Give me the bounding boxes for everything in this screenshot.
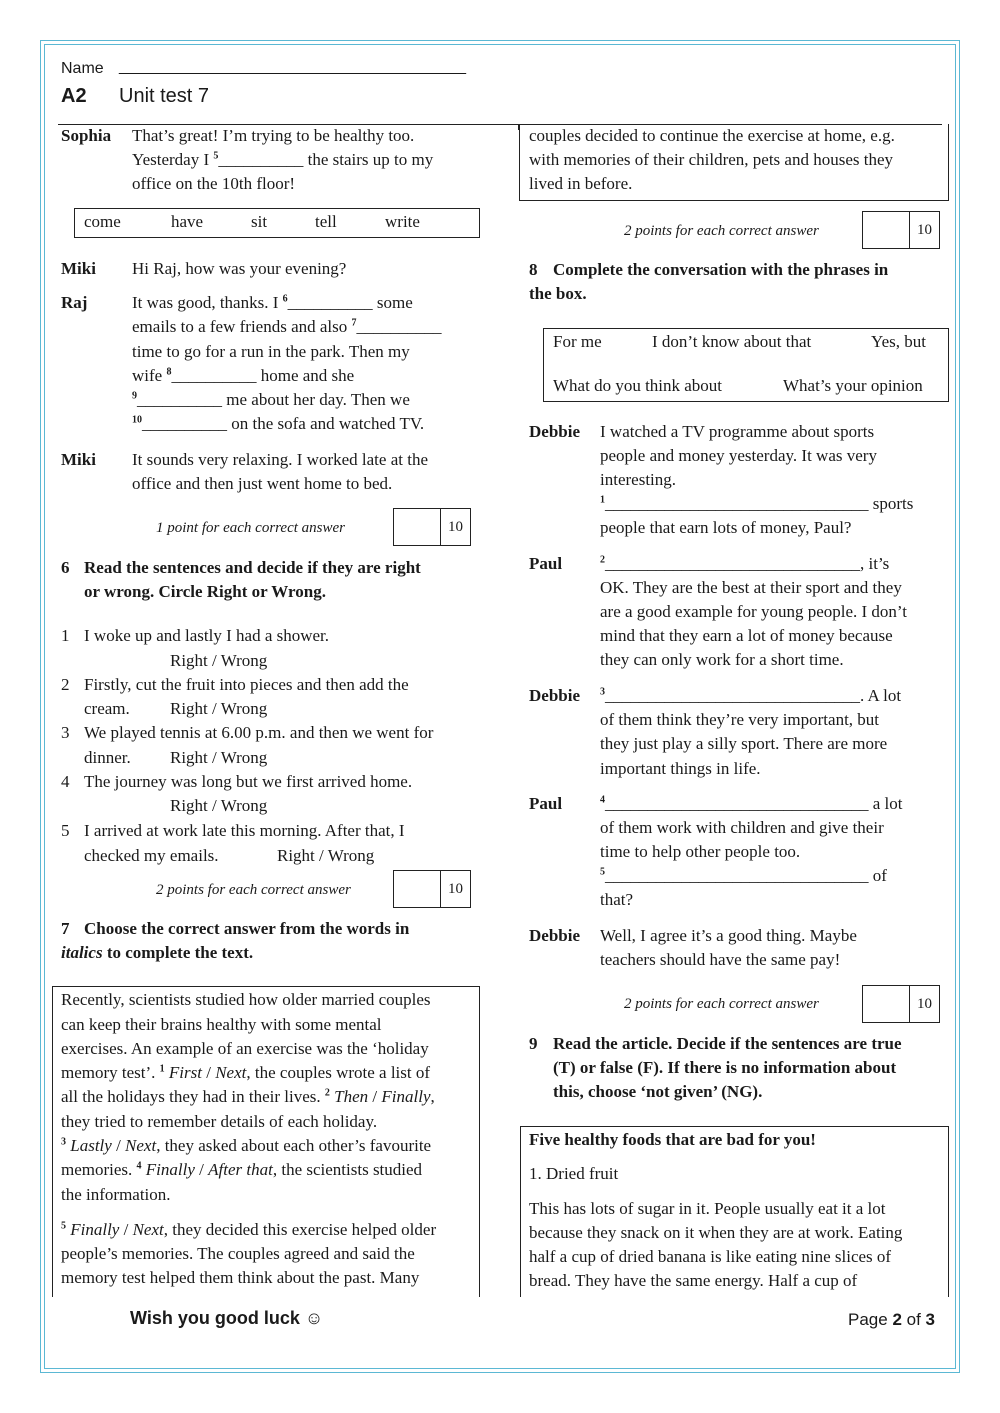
miki-line: office and then just went home to bed.: [132, 474, 393, 493]
debbie-line: interesting.: [600, 470, 677, 489]
question-6-number: 6: [61, 558, 70, 577]
right-wrong-choice[interactable]: Right / Wrong: [170, 699, 268, 718]
blank-5[interactable]: _______________________________ of: [605, 866, 887, 885]
paul-line: are a good example for young people. I don’t: [600, 602, 908, 621]
item-text: Firstly, cut the fruit into pieces and then add the: [84, 675, 409, 694]
article-line: because they snack on it when they are at work. Eating: [529, 1223, 903, 1242]
choice-option[interactable]: Lastly: [70, 1136, 112, 1155]
question-8-heading: the box.: [529, 284, 587, 303]
word-box-item: tell: [315, 212, 337, 231]
item-text: cream.: [84, 699, 130, 718]
raj-line: It was good, thanks. I $^6$__________ some: [132, 293, 413, 312]
debbie-line: important things in life.: [600, 759, 761, 778]
q7-text-line: the information.: [61, 1185, 171, 1204]
score-total: 10: [917, 996, 932, 1012]
question-8-number: 8: [529, 260, 538, 279]
item-text: dinner.: [84, 748, 131, 767]
debbie-line: people and money yesterday. It was very: [600, 446, 877, 465]
q7-text-line: all the holidays they had in their lives. $^2$ Then / Finally,: [61, 1087, 435, 1106]
choice-option[interactable]: After that: [208, 1160, 273, 1179]
q7-text-line: with memories of their children, pets and houses they: [529, 150, 893, 169]
blank-10[interactable]: __________ on the sofa and watched TV.: [142, 414, 425, 433]
q7-text-line: lived in before.: [529, 174, 633, 193]
question-7-heading: Choose the correct answer from the words in: [84, 919, 410, 938]
raj-line: $^9$__________ me about her day. Then we: [132, 390, 410, 409]
paul-line: $^4$_______________________________ a lot: [600, 794, 903, 813]
phrase-item: Yes, but: [871, 332, 926, 351]
item-number: 3: [61, 723, 70, 742]
q7-text-line: couples decided to continue the exercise at home, e.g.: [529, 126, 895, 145]
debbie-line: of them think they’re very important, but: [600, 710, 880, 729]
debbie-line: $^3$______________________________. A lot: [600, 686, 902, 705]
page-number: Page 2 of 3: [848, 1310, 935, 1329]
right-wrong-choice[interactable]: Right / Wrong: [170, 796, 268, 815]
item-text: The journey was long but we first arrived home.: [84, 772, 413, 791]
points-note: 2 points for each correct answer: [624, 996, 819, 1012]
footer-wish: Wish you good luck ☺: [130, 1308, 324, 1328]
phrase-box: [543, 328, 949, 402]
question-7-number: 7: [61, 919, 70, 938]
item-number: 1: [61, 626, 70, 645]
miki-line: It sounds very relaxing. I worked late at the: [132, 450, 428, 469]
debbie-line: Well, I agree it’s a good thing. Maybe: [600, 926, 857, 945]
blank-8[interactable]: __________ home and she: [171, 366, 355, 385]
blank-7[interactable]: __________: [356, 317, 442, 336]
score-total: 10: [917, 222, 932, 238]
article-line: This has lots of sugar in it. People usually eat it a lot: [529, 1199, 886, 1218]
item-text: I arrived at work late this morning. After that, I: [84, 821, 405, 840]
paul-line: time to help other people too.: [600, 842, 801, 861]
right-wrong-choice[interactable]: Right / Wrong: [277, 846, 375, 865]
choice-option[interactable]: Finally: [70, 1220, 120, 1239]
points-note: 2 points for each correct answer: [156, 882, 351, 898]
raj-line: wife $^8$__________ home and she: [132, 366, 355, 385]
item-number: 2: [61, 675, 70, 694]
raj-line: emails to a few friends and also $^7$__________: [132, 317, 442, 336]
score-box[interactable]: [862, 211, 940, 249]
paul-line: of them work with children and give their: [600, 818, 884, 837]
question-9-number: 9: [529, 1034, 538, 1053]
sophia-line: Yesterday I $^5$__________ the stairs up to my: [132, 150, 434, 169]
raj-line: time to go for a run in the park. Then my: [132, 342, 410, 361]
word-box-item: have: [171, 212, 204, 231]
word-box: [74, 208, 480, 238]
question-7-heading: italics to complete the text.: [61, 943, 254, 962]
unit-title: Unit test 7: [119, 85, 210, 107]
paul-line: $^5$_______________________________ of: [600, 866, 887, 885]
blank-5[interactable]: __________ the stairs up to my: [218, 150, 434, 169]
debbie-line: teachers should have the same pay!: [600, 950, 841, 969]
speaker-paul: Paul: [529, 554, 563, 573]
question-9-heading: Read the article. Decide if the sentences are true: [553, 1034, 902, 1053]
name-line[interactable]: _______________________________________: [119, 58, 467, 75]
blank-3[interactable]: ______________________________. A lot: [605, 686, 902, 705]
q7-text-line: can keep their brains healthy with some mental: [61, 1015, 382, 1034]
word-box-item: write: [385, 212, 420, 231]
speaker-sophia: Sophia: [61, 126, 112, 145]
blank-1[interactable]: _______________________________ sports: [605, 494, 914, 513]
item-text: checked my emails.: [84, 846, 219, 865]
blank-2[interactable]: ______________________________, it’s: [605, 554, 890, 573]
choice-option[interactable]: Then: [334, 1087, 369, 1106]
speaker-debbie: Debbie: [529, 686, 580, 705]
paul-line: $^2$______________________________, it’s: [600, 554, 890, 573]
right-wrong-choice[interactable]: Right / Wrong: [170, 748, 268, 767]
speaker-debbie: Debbie: [529, 926, 580, 945]
q7-text-line: memory test helped them think about the past. Many: [61, 1268, 420, 1287]
sophia-line: office on the 10th floor!: [132, 174, 296, 193]
right-wrong-choice[interactable]: Right / Wrong: [170, 651, 268, 670]
question-6-heading: Read the sentences and decide if they are right: [84, 558, 421, 577]
blank-9[interactable]: __________ me about her day. Then we: [137, 390, 410, 409]
score-total: 10: [448, 881, 463, 897]
article-line: bread. They have the same energy. Half a cup of: [529, 1271, 858, 1290]
q7-text-line: exercises. An example of an exercise was the ‘holiday: [61, 1039, 429, 1058]
q7-text-line: memories. $^4$ Finally / After that, the scientists studied: [61, 1160, 423, 1179]
question-9-heading: this, choose ‘not given’ (NG).: [553, 1082, 763, 1101]
points-note: 1 point for each correct answer: [156, 520, 346, 536]
paul-line: OK. They are the best at their sport and they: [600, 578, 902, 597]
paul-line: they can only work for a short time.: [600, 650, 844, 669]
q7-text-line: Recently, scientists studied how older married couples: [61, 990, 431, 1009]
blank-4[interactable]: _______________________________ a lot: [605, 794, 903, 813]
article-subtitle: 1. Dried fruit: [529, 1164, 619, 1183]
score-box[interactable]: [393, 508, 471, 546]
sophia-line: That’s great! I’m trying to be healthy too.: [132, 126, 415, 145]
debbie-line: they just play a silly sport. There are more: [600, 734, 888, 753]
choice-option[interactable]: Finally: [145, 1160, 195, 1179]
question-6-heading: or wrong. Circle Right or Wrong.: [84, 582, 326, 601]
debbie-line: people that earn lots of money, Paul?: [600, 518, 852, 537]
paul-line: mind that they earn a lot of money because: [600, 626, 893, 645]
speaker-miki: Miki: [61, 450, 96, 469]
question-9-heading: (T) or false (F). If there is no information about: [553, 1058, 897, 1077]
q7-text-line: memory test’. $^1$ First / Next, the couples wrote a list of: [61, 1063, 431, 1082]
choice-option[interactable]: Next: [125, 1136, 157, 1155]
item-number: 4: [61, 772, 70, 791]
word-box-item: sit: [251, 212, 268, 231]
choice-option[interactable]: First: [168, 1063, 202, 1082]
points-note: 2 points for each correct answer: [624, 223, 819, 239]
speaker-raj: Raj: [61, 293, 88, 312]
q7-text-line: they tried to remember details of each holiday.: [61, 1112, 378, 1131]
question-8-heading: Complete the conversation with the phrases in: [553, 260, 889, 279]
item-number: 5: [61, 821, 70, 840]
q7-text-line: $^5$ Finally / Next, they decided this exercise helped older: [61, 1220, 437, 1239]
name-label: Name: [61, 60, 104, 77]
debbie-line: I watched a TV programme about sports: [600, 422, 875, 441]
article-line: half a cup of dried banana is like eating nine slices of: [529, 1247, 892, 1266]
speaker-paul: Paul: [529, 794, 563, 813]
speaker-debbie: Debbie: [529, 422, 580, 441]
paul-line: that?: [600, 890, 634, 909]
score-box[interactable]: [393, 870, 471, 908]
choice-option[interactable]: Next: [132, 1220, 164, 1239]
item-text: We played tennis at 6.00 p.m. and then we went for: [84, 723, 434, 742]
item-text: I woke up and lastly I had a shower.: [84, 626, 330, 645]
choice-option[interactable]: Finally: [381, 1087, 431, 1106]
raj-line: $^{10}$__________ on the sofa and watched TV.: [132, 414, 425, 433]
q7-text-line: $^3$ Lastly / Next, they asked about each other’s favourite: [61, 1136, 432, 1155]
level-label: A2: [61, 85, 87, 107]
phrase-item: I don’t know about that: [652, 332, 812, 351]
article-title: Five healthy foods that are bad for you!: [529, 1130, 816, 1149]
debbie-line: $^1$_______________________________ sports: [600, 494, 914, 513]
phrase-item: What do you think about: [553, 376, 723, 395]
blank-6[interactable]: __________ some: [287, 293, 413, 312]
q7-text-line: people’s memories. The couples agreed and said the: [61, 1244, 415, 1263]
word-box-item: come: [84, 212, 121, 231]
score-box[interactable]: [862, 985, 940, 1023]
phrase-item: What’s your opinion: [783, 376, 923, 395]
speaker-miki: Miki: [61, 259, 96, 278]
score-total: 10: [448, 519, 463, 535]
phrase-item: For me: [553, 332, 602, 351]
choice-option[interactable]: Next: [215, 1063, 247, 1082]
miki-line: Hi Raj, how was your evening?: [132, 259, 347, 278]
